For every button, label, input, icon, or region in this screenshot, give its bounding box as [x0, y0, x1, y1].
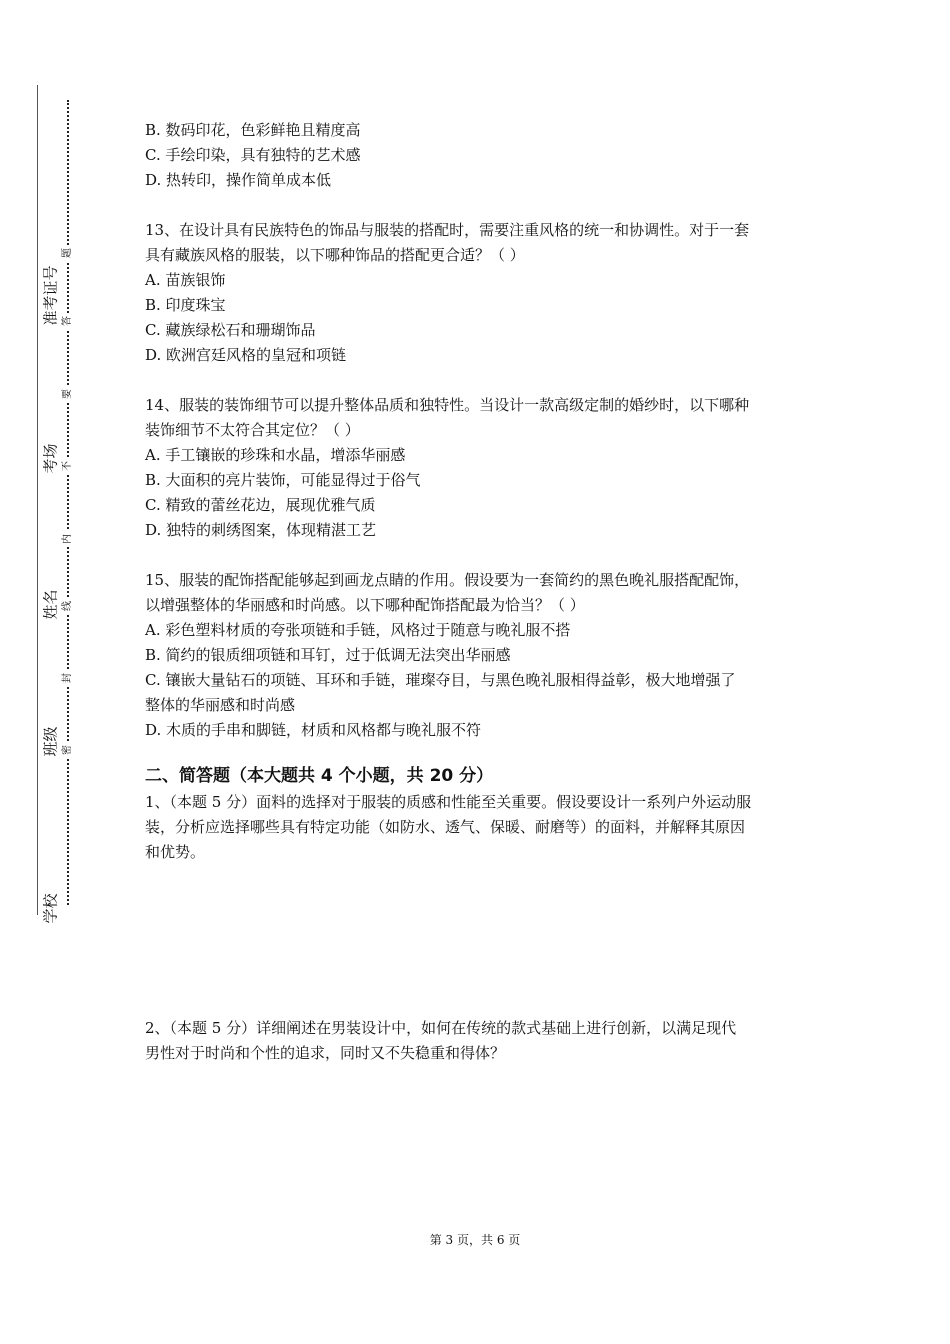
question-15-text: 以增强整体的华丽感和时尚感。以下哪种配饰搭配最为恰当？（ ） — [145, 596, 585, 614]
question-14-text: 14、服装的装饰细节可以提升整体品质和独特性。当设计一款高级定制的婚纱时，以下哪种 — [145, 396, 750, 414]
option-line: D. 独特的刺绣图案，体现精湛工艺 — [145, 521, 377, 539]
option-line: C. 精致的蕾丝花边，展现优雅气质 — [145, 496, 376, 514]
short-answer-2-text: 2、（本题 5 分）详细阐述在男装设计中，如何在传统的款式基础上进行创新，以满足现代 — [145, 1019, 737, 1037]
seal-char: 密 — [62, 742, 74, 758]
seal-char: 内 — [62, 531, 74, 547]
option-line: A. 手工镶嵌的珍珠和水晶，增添华丽感 — [145, 446, 406, 464]
option-line: B. 数码印花，色彩鲜艳且精度高 — [145, 121, 361, 139]
page-footer: 第 3 页，共 6 页 — [429, 1233, 521, 1247]
option-line: D. 欧洲宫廷风格的皇冠和项链 — [145, 346, 347, 364]
binding-line — [37, 85, 38, 915]
seal-char: 封 — [62, 670, 74, 686]
short-answer-1-text: 装，分析应选择哪些具有特定功能（如防水、透气、保暖、耐磨等）的面料，并解释其原因 — [145, 818, 746, 836]
question-15-text: 15、服装的配饰搭配能够起到画龙点睛的作用。假设要为一套简约的黑色晚礼服搭配配饰， — [145, 571, 750, 589]
option-line: A. 苗族银饰 — [145, 271, 226, 289]
seal-char: 题 — [62, 245, 74, 261]
option-line: D. 热转印，操作简单成本低 — [145, 171, 332, 189]
option-line: D. 木质的手串和脚链，材质和风格都与晚礼服不符 — [145, 721, 482, 739]
option-line: B. 印度珠宝 — [145, 296, 226, 314]
seal-char: 线 — [62, 598, 74, 614]
question-13-text: 具有藏族风格的服装，以下哪种饰品的搭配更合适？（ ） — [145, 246, 525, 264]
field-class-label: 班级 — [40, 712, 61, 772]
question-13-text: 13、在设计具有民族特色的饰品与服装的搭配时，需要注重风格的统一和协调性。对于一套 — [145, 221, 750, 239]
question-14-text: 装饰细节不太符合其定位？（ ） — [145, 421, 360, 439]
seal-char: 要 — [62, 386, 74, 402]
short-answer-1-text: 1、（本题 5 分）面料的选择对于服装的质感和性能至关重要。假设要设计一系列户外运动服 — [145, 793, 752, 811]
option-line: 整体的华丽感和时尚感 — [145, 696, 296, 714]
option-line: C. 镶嵌大量钻石的项链、耳环和手链，璀璨夺目，与黑色晚礼服相得益彰，极大地增强了 — [145, 671, 736, 689]
option-line: A. 彩色塑料材质的夸张项链和手链，风格过于随意与晚礼服不搭 — [145, 621, 571, 639]
field-school-label: 学校 — [40, 879, 61, 939]
field-exam-number-label: 准考证号 — [41, 265, 60, 326]
option-line: C. 藏族绿松石和珊瑚饰品 — [145, 321, 316, 339]
seal-dotted-line — [67, 100, 69, 905]
seal-char: 答 — [62, 313, 74, 329]
option-line: C. 手绘印染，具有独特的艺术感 — [145, 146, 361, 164]
field-name-label: 姓名 — [40, 575, 61, 635]
option-line: B. 简约的银质细项链和耳钉，过于低调无法突出华丽感 — [145, 646, 511, 664]
short-answer-1-text: 和优势。 — [145, 843, 206, 861]
seal-char: 不 — [62, 458, 74, 474]
short-answer-2-text: 男性对于时尚和个性的追求，同时又不失稳重和得体？ — [145, 1044, 506, 1062]
section-heading: 二、简答题（本大题共 4 个小题，共 20 分） — [145, 766, 494, 786]
field-exam-room-label: 考场 — [40, 429, 61, 489]
option-line: B. 大面积的亮片装饰，可能显得过于俗气 — [145, 471, 421, 489]
